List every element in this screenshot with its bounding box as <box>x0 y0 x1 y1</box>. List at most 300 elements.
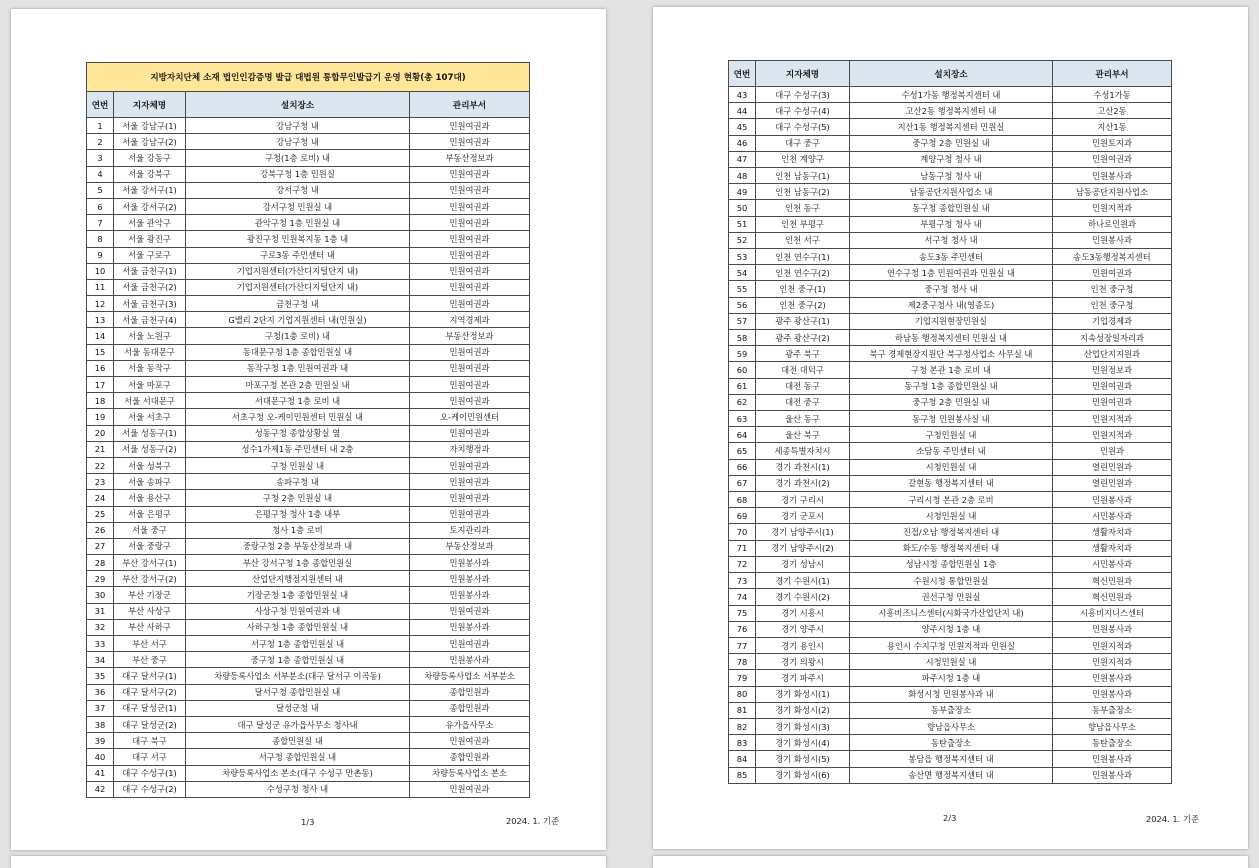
cell-location: 서대문구청 1층 로비 내 <box>186 393 410 409</box>
cell-department: 열린민원과 <box>1053 459 1172 475</box>
cell-municipality: 경기 시흥시 <box>756 605 850 621</box>
table-row <box>87 166 530 182</box>
cell-department: 민원여권과 <box>410 490 530 506</box>
cell-department: 혁신민원과 <box>1053 573 1172 589</box>
cell-municipality: 광주 광산구(2) <box>756 330 850 346</box>
cell-municipality: 경기 화성시(2) <box>756 702 850 718</box>
table-row <box>729 492 1172 508</box>
table-row <box>729 330 1172 346</box>
cell-department: 시민봉사과 <box>1053 556 1172 572</box>
table-row <box>87 150 530 166</box>
cell-municipality: 경기 화성시(1) <box>756 686 850 702</box>
cell-municipality: 대구 달성군(1) <box>114 700 186 716</box>
cell-department: 향남읍사무소 <box>1053 718 1172 734</box>
cell-department: 고산2동 <box>1053 103 1172 119</box>
kiosk-table-page-1 <box>86 62 530 798</box>
cell-location: 관악구청 1층 민원실 내 <box>186 215 410 231</box>
table-row <box>729 556 1172 572</box>
cell-municipality: 부산 서구 <box>114 636 186 652</box>
cell-municipality: 인천 동구 <box>756 200 850 216</box>
cell-location: 기업지원현장민원실 <box>850 313 1053 329</box>
cell-location: 구리시청 본관 2층 로비 <box>850 492 1053 508</box>
table-row <box>87 587 530 603</box>
cell-municipality: 부산 사하구 <box>114 619 186 635</box>
cell-department: 생활자치과 <box>1053 540 1172 556</box>
cell-department: 민원지적과 <box>1053 637 1172 653</box>
cell-municipality: 서울 금천구(2) <box>114 279 186 295</box>
cell-municipality: 대구 달성군(2) <box>114 716 186 732</box>
cell-municipality: 서울 용산구 <box>114 490 186 506</box>
cell-department: 민원정보과 <box>1053 362 1172 378</box>
cell-municipality: 광주 광산구(1) <box>756 313 850 329</box>
cell-location: 대구 달성군 유가읍사무소 청사내 <box>186 716 410 732</box>
cell-department: 민원여권과 <box>410 247 530 263</box>
cell-department: 민원봉사과 <box>1053 686 1172 702</box>
column-header-no: 연번 <box>87 92 114 118</box>
cell-no: 50 <box>729 200 756 216</box>
cell-department: 종합민원과 <box>410 749 530 765</box>
cell-location: 하남동 행정복지센터 민원실 내 <box>850 330 1053 346</box>
table-row <box>729 621 1172 637</box>
cell-department: 민원여권과 <box>410 166 530 182</box>
cell-municipality: 서울 동작구 <box>114 360 186 376</box>
cell-municipality: 대구 서구 <box>114 749 186 765</box>
cell-location: 남동공단지원사업소 내 <box>850 184 1053 200</box>
table-row <box>87 765 530 781</box>
table-row <box>729 200 1172 216</box>
cell-location: 파주시청 1층 내 <box>850 670 1053 686</box>
cell-department: 오-케이민원센터 <box>410 409 530 425</box>
cell-no: 49 <box>729 184 756 200</box>
cell-location: 송산면 행정복지센터 내 <box>850 767 1053 783</box>
cell-location: 은평구청 청사 1층 내부 <box>186 506 410 522</box>
cell-municipality: 대구 달서구(1) <box>114 668 186 684</box>
cell-no: 57 <box>729 313 756 329</box>
cell-municipality: 인천 중구(2) <box>756 297 850 313</box>
cell-municipality: 부산 강서구(2) <box>114 571 186 587</box>
cell-municipality: 서울 강남구(2) <box>114 134 186 150</box>
cell-location: 산업단지행정지원센터 내 <box>186 571 410 587</box>
cell-municipality: 서울 구로구 <box>114 247 186 263</box>
page-number: 1/3 <box>301 817 315 827</box>
cell-municipality: 대구 북구 <box>114 733 186 749</box>
cell-municipality: 부산 사상구 <box>114 603 186 619</box>
cell-no: 13 <box>87 312 114 328</box>
cell-location: 기장군청 1층 종합민원실 내 <box>186 587 410 603</box>
cell-municipality: 대구 수성구(5) <box>756 119 850 135</box>
cell-municipality: 인천 연수구(1) <box>756 249 850 265</box>
page-number: 2/3 <box>943 813 957 823</box>
cell-municipality: 서울 성북구 <box>114 457 186 473</box>
cell-department: 토지관리과 <box>410 522 530 538</box>
cell-municipality: 서울 동대문구 <box>114 344 186 360</box>
cell-no: 34 <box>87 652 114 668</box>
cell-department: 시민봉사과 <box>1053 508 1172 524</box>
cell-municipality: 경기 수원시(1) <box>756 573 850 589</box>
cell-location: 제2중구청사 내(영종도) <box>850 297 1053 313</box>
cell-department: 수성1가동 <box>1053 87 1172 103</box>
cell-department: 민원여권과 <box>1053 394 1172 410</box>
cell-location: 차량등록사업소 서부분소(대구 달서구 이곡동) <box>186 668 410 684</box>
table-row <box>729 735 1172 751</box>
cell-no: 75 <box>729 605 756 621</box>
table-row <box>729 637 1172 653</box>
cell-department: 동부출장소 <box>1053 702 1172 718</box>
cell-municipality: 서울 강동구 <box>114 150 186 166</box>
cell-department: 민원여권과 <box>1053 265 1172 281</box>
cell-municipality: 서울 관악구 <box>114 215 186 231</box>
cell-department: 민원여권과 <box>410 457 530 473</box>
cell-municipality: 인천 계양구 <box>756 151 850 167</box>
cell-no: 48 <box>729 168 756 184</box>
table-row <box>729 443 1172 459</box>
cell-location: 서구청 1층 종합민원실 내 <box>186 636 410 652</box>
cell-location: 강북구청 1층 민원실 <box>186 166 410 182</box>
cell-location: 중구청 2층 민원실 내 <box>850 135 1053 151</box>
cell-department: 민원지적과 <box>1053 200 1172 216</box>
cell-department: 민원여권과 <box>410 425 530 441</box>
table-row <box>729 508 1172 524</box>
cell-municipality: 대구 수성구(4) <box>756 103 850 119</box>
table-row <box>87 522 530 538</box>
table-row <box>729 654 1172 670</box>
cell-location: 달서구청 종합민원실 내 <box>186 684 410 700</box>
table-row <box>87 247 530 263</box>
cell-department: 민원봉사과 <box>1053 232 1172 248</box>
table-row <box>729 411 1172 427</box>
table-row <box>729 378 1172 394</box>
cell-location: 성수1가제1동 주민센터 내 2층 <box>186 441 410 457</box>
cell-location: 동구청 1층 종합민원실 내 <box>850 378 1053 394</box>
cell-municipality: 대구 수성구(2) <box>114 781 186 797</box>
cell-department: 동탄출장소 <box>1053 735 1172 751</box>
table-row <box>87 684 530 700</box>
cell-no: 41 <box>87 765 114 781</box>
cell-no: 9 <box>87 247 114 263</box>
column-header-municipality: 지자체명 <box>756 61 850 87</box>
cell-municipality: 울산 북구 <box>756 427 850 443</box>
cell-department: 민원여권과 <box>410 393 530 409</box>
cell-no: 20 <box>87 425 114 441</box>
cell-no: 2 <box>87 134 114 150</box>
cell-no: 83 <box>729 735 756 751</box>
cell-no: 61 <box>729 378 756 394</box>
cell-location: 서구청 종합민원실 내 <box>186 749 410 765</box>
table-row <box>729 281 1172 297</box>
document-page-2 <box>653 7 1248 849</box>
column-header-department: 관리부서 <box>410 92 530 118</box>
table-row <box>729 589 1172 605</box>
cell-no: 25 <box>87 506 114 522</box>
cell-location: 송파구청 내 <box>186 474 410 490</box>
cell-no: 76 <box>729 621 756 637</box>
table-row <box>729 168 1172 184</box>
cell-no: 5 <box>87 182 114 198</box>
cell-no: 67 <box>729 475 756 491</box>
table-row <box>729 362 1172 378</box>
cell-location: 소담동 주민센터 내 <box>850 443 1053 459</box>
table-row <box>729 686 1172 702</box>
cell-department: 생활자치과 <box>1053 524 1172 540</box>
cell-location: 동작구청 1층 민원여권과 내 <box>186 360 410 376</box>
cell-department: 차량등록사업소 본소 <box>410 765 530 781</box>
cell-municipality: 서울 마포구 <box>114 377 186 393</box>
table-row <box>87 603 530 619</box>
cell-municipality: 경기 화성시(6) <box>756 767 850 783</box>
column-header-location: 설치장소 <box>850 61 1053 87</box>
cell-municipality: 인천 남동구(1) <box>756 168 850 184</box>
cell-no: 6 <box>87 198 114 214</box>
cell-location: 부산 강서구청 1층 종합민원실 <box>186 555 410 571</box>
cell-no: 30 <box>87 587 114 603</box>
cell-department: 민원여권과 <box>410 733 530 749</box>
table-row <box>729 232 1172 248</box>
cell-location: 구청 2층 민원실 내 <box>186 490 410 506</box>
cell-location: 마포구청 본관 2층 민원실 내 <box>186 377 410 393</box>
table-row <box>87 474 530 490</box>
cell-no: 21 <box>87 441 114 457</box>
cell-department: 종합민원과 <box>410 700 530 716</box>
cell-no: 17 <box>87 377 114 393</box>
cell-municipality: 경기 남양주시(1) <box>756 524 850 540</box>
cell-department: 민원여권과 <box>410 344 530 360</box>
cell-department: 민원봉사과 <box>410 619 530 635</box>
cell-municipality: 서울 금천구(3) <box>114 296 186 312</box>
table-row <box>729 475 1172 491</box>
cell-municipality: 경기 군포시 <box>756 508 850 524</box>
cell-location: 갈현동 행정복지센터 내 <box>850 475 1053 491</box>
cell-location: 남동구청 청사 내 <box>850 168 1053 184</box>
cell-municipality: 세종특별자치시 <box>756 443 850 459</box>
cell-municipality: 서울 은평구 <box>114 506 186 522</box>
cell-location: 북구 경제현장지원단 북구청사업소 사무실 내 <box>850 346 1053 362</box>
cell-department: 산업단지지원과 <box>1053 346 1172 362</box>
table-row <box>87 377 530 393</box>
cell-no: 14 <box>87 328 114 344</box>
cell-department: 종합민원과 <box>410 684 530 700</box>
cell-department: 민원여권과 <box>410 182 530 198</box>
table-row <box>87 263 530 279</box>
cell-department: 부동산정보과 <box>410 150 530 166</box>
cell-department: 지속성장일자리과 <box>1053 330 1172 346</box>
cell-department: 시흥비지니스센터 <box>1053 605 1172 621</box>
cell-municipality: 서울 금천구(1) <box>114 263 186 279</box>
table-row <box>729 265 1172 281</box>
cell-department: 열린민원과 <box>1053 475 1172 491</box>
cell-municipality: 서울 강북구 <box>114 166 186 182</box>
cell-no: 23 <box>87 474 114 490</box>
table-row <box>87 619 530 635</box>
column-header-location: 설치장소 <box>186 92 410 118</box>
cell-no: 37 <box>87 700 114 716</box>
cell-no: 70 <box>729 524 756 540</box>
table-row <box>87 668 530 684</box>
cell-no: 72 <box>729 556 756 572</box>
table-row <box>729 394 1172 410</box>
cell-no: 63 <box>729 411 756 427</box>
table-row <box>87 636 530 652</box>
document-title: 지방자치단체 소재 법인인감증명 발급 대법원 통합무인발급기 운영 현황(총 107대) <box>87 63 530 92</box>
cell-location: 강서구청 내 <box>186 182 410 198</box>
cell-department: 부동산정보과 <box>410 328 530 344</box>
cell-department: 민원지적과 <box>1053 654 1172 670</box>
cell-department: 민원봉사과 <box>1053 670 1172 686</box>
cell-no: 56 <box>729 297 756 313</box>
cell-location: 강남구청 내 <box>186 134 410 150</box>
table-row <box>87 360 530 376</box>
cell-no: 28 <box>87 555 114 571</box>
cell-municipality: 부산 강서구(1) <box>114 555 186 571</box>
cell-no: 7 <box>87 215 114 231</box>
cell-no: 22 <box>87 457 114 473</box>
cell-no: 71 <box>729 540 756 556</box>
cell-location: 기업지원센터(가산디지털단지 내) <box>186 263 410 279</box>
cell-no: 68 <box>729 492 756 508</box>
table-row <box>87 393 530 409</box>
cell-municipality: 대구 중구 <box>756 135 850 151</box>
cell-location: 구청민원실 내 <box>850 427 1053 443</box>
cell-no: 43 <box>729 87 756 103</box>
cell-no: 29 <box>87 571 114 587</box>
table-row <box>87 538 530 554</box>
table-row <box>729 249 1172 265</box>
cell-location: 향남읍사무소 <box>850 718 1053 734</box>
cell-location: G밸리 2단지 기업지원센터 내(민원실) <box>186 312 410 328</box>
cell-location: 서초구청 오-케이민원센터 민원실 내 <box>186 409 410 425</box>
cell-location: 화성시청 민원봉사과 내 <box>850 686 1053 702</box>
table-row <box>729 670 1172 686</box>
cell-location: 구청(1층 로비) 내 <box>186 150 410 166</box>
cell-location: 지산1동 행정복지센터 민원실 <box>850 119 1053 135</box>
table-row <box>87 733 530 749</box>
cell-department: 인천 중구청 <box>1053 281 1172 297</box>
cell-municipality: 경기 화성시(4) <box>756 735 850 751</box>
cell-no: 8 <box>87 231 114 247</box>
cell-municipality: 서울 노원구 <box>114 328 186 344</box>
cell-department: 민원여권과 <box>410 215 530 231</box>
cell-no: 35 <box>87 668 114 684</box>
cell-department: 민원지적과 <box>1053 427 1172 443</box>
cell-no: 18 <box>87 393 114 409</box>
cell-no: 39 <box>87 733 114 749</box>
table-row <box>729 297 1172 313</box>
table-row <box>87 425 530 441</box>
table-row <box>729 751 1172 767</box>
cell-no: 38 <box>87 716 114 732</box>
document-page-3-right-edge <box>653 856 1248 868</box>
table-row <box>87 457 530 473</box>
cell-municipality: 광주 북구 <box>756 346 850 362</box>
cell-no: 40 <box>87 749 114 765</box>
cell-municipality: 대전 동구 <box>756 378 850 394</box>
cell-department: 남동공단지원사업소 <box>1053 184 1172 200</box>
cell-municipality: 대전 대덕구 <box>756 362 850 378</box>
table-row <box>87 279 530 295</box>
cell-department: 민원봉사과 <box>1053 767 1172 783</box>
cell-department: 민원봉사과 <box>410 571 530 587</box>
cell-municipality: 경기 화성시(5) <box>756 751 850 767</box>
cell-no: 24 <box>87 490 114 506</box>
cell-no: 47 <box>729 151 756 167</box>
cell-department: 지산1동 <box>1053 119 1172 135</box>
cell-no: 11 <box>87 279 114 295</box>
cell-location: 동탄출장소 <box>850 735 1053 751</box>
table-row <box>729 573 1172 589</box>
table-row <box>87 215 530 231</box>
cell-department: 민원여권과 <box>410 134 530 150</box>
cell-no: 79 <box>729 670 756 686</box>
cell-no: 62 <box>729 394 756 410</box>
cell-no: 45 <box>729 119 756 135</box>
table-row <box>87 231 530 247</box>
cell-no: 26 <box>87 522 114 538</box>
table-row <box>729 605 1172 621</box>
cell-department: 유가읍사무소 <box>410 716 530 732</box>
cell-no: 84 <box>729 751 756 767</box>
cell-municipality: 대전 중구 <box>756 394 850 410</box>
table-row <box>729 87 1172 103</box>
cell-location: 수성1가동 행정복지센터 내 <box>850 87 1053 103</box>
cell-location: 화도/수동 행정복지센터 내 <box>850 540 1053 556</box>
cell-no: 32 <box>87 619 114 635</box>
cell-no: 80 <box>729 686 756 702</box>
cell-no: 66 <box>729 459 756 475</box>
cell-municipality: 경기 성남시 <box>756 556 850 572</box>
cell-location: 계양구청 청사 내 <box>850 151 1053 167</box>
cell-no: 82 <box>729 718 756 734</box>
table-row <box>87 781 530 797</box>
cell-department: 민원여권과 <box>410 296 530 312</box>
cell-no: 15 <box>87 344 114 360</box>
cell-municipality: 서울 서대문구 <box>114 393 186 409</box>
table-row <box>87 652 530 668</box>
cell-no: 78 <box>729 654 756 670</box>
cell-department: 민원여권과 <box>410 506 530 522</box>
cell-location: 수성구청 청사 내 <box>186 781 410 797</box>
cell-municipality: 경기 양주시 <box>756 621 850 637</box>
cell-no: 53 <box>729 249 756 265</box>
cell-municipality: 경기 화성시(3) <box>756 718 850 734</box>
cell-no: 33 <box>87 636 114 652</box>
cell-department: 송도3동행정복지센터 <box>1053 249 1172 265</box>
cell-location: 서구청 청사 내 <box>850 232 1053 248</box>
cell-no: 16 <box>87 360 114 376</box>
cell-location: 사하구청 1층 종합민원실 내 <box>186 619 410 635</box>
table-row <box>87 490 530 506</box>
cell-location: 시청민원실 내 <box>850 508 1053 524</box>
cell-department: 하나로민원과 <box>1053 216 1172 232</box>
table-row <box>87 716 530 732</box>
table-row <box>87 749 530 765</box>
cell-location: 부평구청 청사 내 <box>850 216 1053 232</box>
cell-municipality: 대구 수성구(3) <box>756 87 850 103</box>
table-row <box>87 312 530 328</box>
cell-municipality: 경기 구리시 <box>756 492 850 508</box>
table-row <box>87 182 530 198</box>
cell-location: 금천구청 내 <box>186 296 410 312</box>
column-header-no: 연번 <box>729 61 756 87</box>
cell-municipality: 서울 강남구(1) <box>114 118 186 134</box>
table-row <box>729 702 1172 718</box>
cell-no: 27 <box>87 538 114 554</box>
table-row <box>87 506 530 522</box>
cell-no: 51 <box>729 216 756 232</box>
cell-location: 시흥비즈니스센터(시화국가산업단지 내) <box>850 605 1053 621</box>
cell-location: 용인시 수지구청 민원지적과 민원실 <box>850 637 1053 653</box>
cell-municipality: 인천 부평구 <box>756 216 850 232</box>
cell-department: 민원봉사과 <box>410 652 530 668</box>
table-row <box>729 103 1172 119</box>
